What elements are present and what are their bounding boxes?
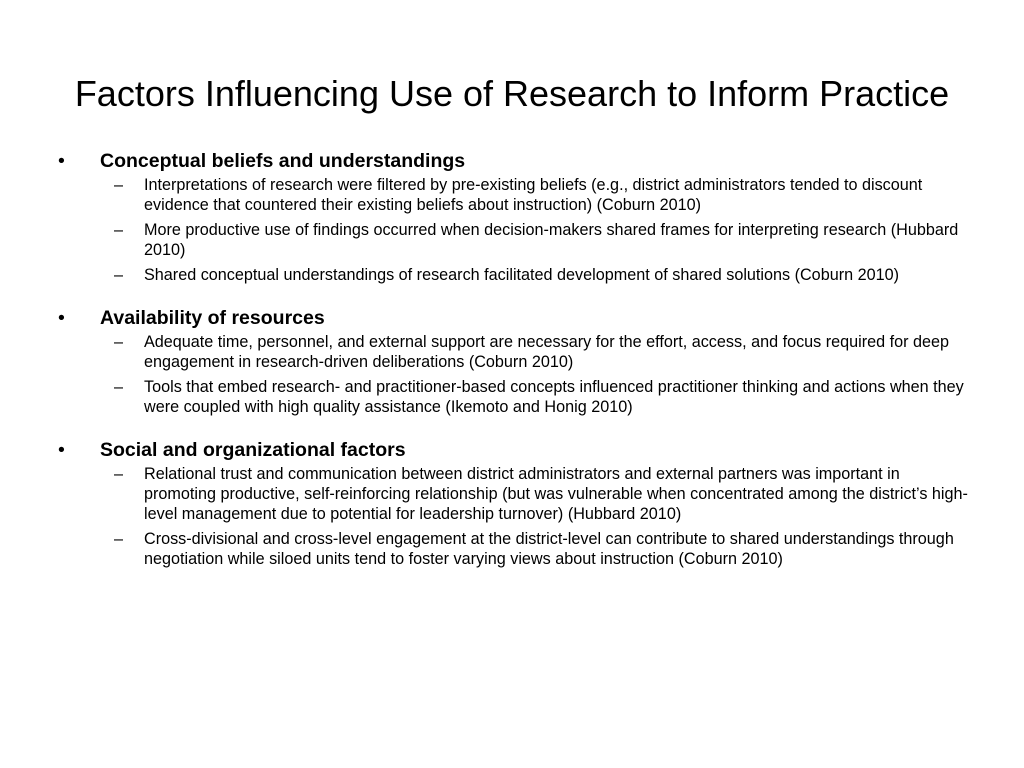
list-item [58,377,970,417]
sub-list [58,464,970,569]
slide-title: Factors Influencing Use of Research to Inform Practice [74,73,950,114]
dash-marker: – [114,530,124,548]
section-heading-row [58,305,970,331]
list-item [58,464,970,524]
section-social-organizational [58,437,970,569]
list-item-text: More productive use of findings occurred when decision-makers shared frames for interpreting research (Hubbard 2010) [144,221,959,259]
section-heading-row [58,437,970,463]
list-item-text: Tools that embed research- and practitioner-based concepts influenced practitioner thinking and actions when they were coupled with high quality assistance (Ikemoto and Honig 2010) [144,378,964,416]
dash-marker: – [114,221,124,239]
dash-marker: – [114,465,124,483]
bullet-marker: • [58,307,65,329]
bullet-marker: • [58,150,65,172]
list-item [58,175,970,215]
list-item [58,529,970,569]
list-item [58,332,970,372]
list-item-text: Adequate time, personnel, and external support are necessary for the effort, access, and focus required for deep engagement in research-driven deliberations (Coburn 2010) [144,333,950,371]
list-item [58,220,970,260]
section-availability-of-resources [58,305,970,417]
dash-marker: – [114,266,124,284]
list-item-text: Interpretations of research were filtered by pre-existing beliefs (e.g., district administrators tended to discount evidence that countered their existing beliefs about instruction) (Coburn 2010) [144,176,923,214]
list-item-text: Relational trust and communication between district administrators and external partners was important in promoting productive, self-reinforcing relationship (but was vulnerable when concentrated among the district’s high-level management due to potential for leadership turnover) (Hubbard 2010) [144,465,968,523]
dash-marker: – [114,378,124,396]
section-conceptual-beliefs [58,148,970,285]
list-item-text: Cross-divisional and cross-level engagement at the district-level can contribute to shared understandings through negotiation while siloed units tend to foster varying views about instruction (Coburn 2010) [144,530,954,568]
list-item [58,265,970,285]
bullet-marker: • [58,439,65,461]
list-item-text: Shared conceptual understandings of research facilitated development of shared solutions (Coburn 2010) [144,266,899,284]
dash-marker: – [114,333,124,351]
sub-list [58,332,970,417]
slide-content [58,148,970,569]
section-heading-row [58,148,970,174]
dash-marker: – [114,176,124,194]
section-heading: Social and organizational factors [100,439,406,461]
section-heading: Availability of resources [100,307,325,329]
section-heading: Conceptual beliefs and understandings [100,150,466,172]
sub-list [58,175,970,285]
